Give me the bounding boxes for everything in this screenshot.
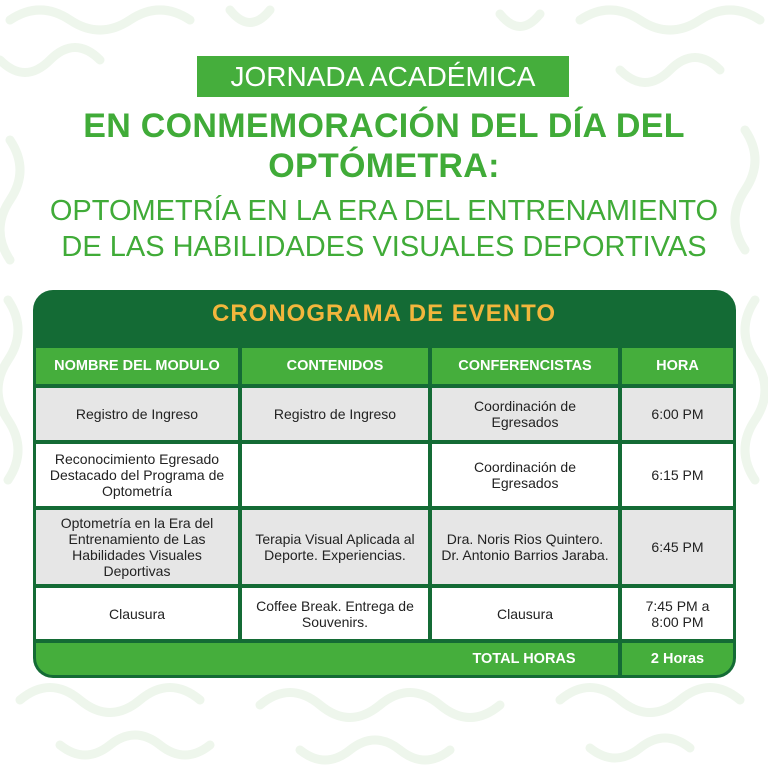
table-cell-content: Registro de Ingreso (242, 388, 428, 440)
table-cell-content (242, 444, 428, 506)
table-cell-time: 7:45 PM a 8:00 PM (622, 588, 733, 639)
table-cell-speakers: Coordinación de Egresados (432, 444, 618, 506)
table-cell-speakers: Dra. Noris Rios Quintero. Dr. Antonio Barrios Jaraba. (432, 510, 618, 584)
table-cell-module: Registro de Ingreso (36, 388, 238, 440)
table-cell-module: Reconocimiento Egresado Destacado del Programa de Optometría (36, 444, 238, 506)
column-header-speakers: CONFERENCISTAS (432, 348, 618, 384)
table-cell-speakers: Clausura (432, 588, 618, 639)
title-line-1: EN CONMEMORACIÓN DEL DÍA DEL (83, 107, 685, 145)
table-cell-content: Terapia Visual Aplicada al Deporte. Experiencias. (242, 510, 428, 584)
table-cell-time: 6:15 PM (622, 444, 733, 506)
title-line-2: OPTÓMETRA: (268, 147, 500, 185)
total-hours-label: TOTAL HORAS (472, 651, 576, 667)
table-cell-module: Optometría en la Era del Entrenamiento de Las Habilidades Visuales Deportivas (36, 510, 238, 584)
table-cell-time: 6:00 PM (622, 388, 733, 440)
table-cell-speakers: Coordinación de Egresados (432, 388, 618, 440)
subtitle-line-2: DE LAS HABILIDADES VISUALES DEPORTIVAS (61, 231, 707, 263)
page-title (0, 106, 768, 186)
page-subtitle (0, 193, 768, 265)
total-hours-value: 2 Horas (622, 643, 733, 675)
column-header-module: NOMBRE DEL MODULO (36, 348, 238, 384)
subtitle-line-1: OPTOMETRÍA EN LA ERA DEL ENTRENAMIENTO (49, 195, 719, 227)
table-cell-content: Coffee Break. Entrega de Souvenirs. (242, 588, 428, 639)
table-cell-module: Clausura (36, 588, 238, 639)
event-badge: JORNADA ACADÉMICA (197, 56, 569, 97)
column-header-time: HORA (622, 348, 733, 384)
column-header-contents: CONTENIDOS (242, 348, 428, 384)
table-cell-time: 6:45 PM (622, 510, 733, 584)
schedule-title: CRONOGRAMA DE EVENTO (211, 300, 557, 327)
